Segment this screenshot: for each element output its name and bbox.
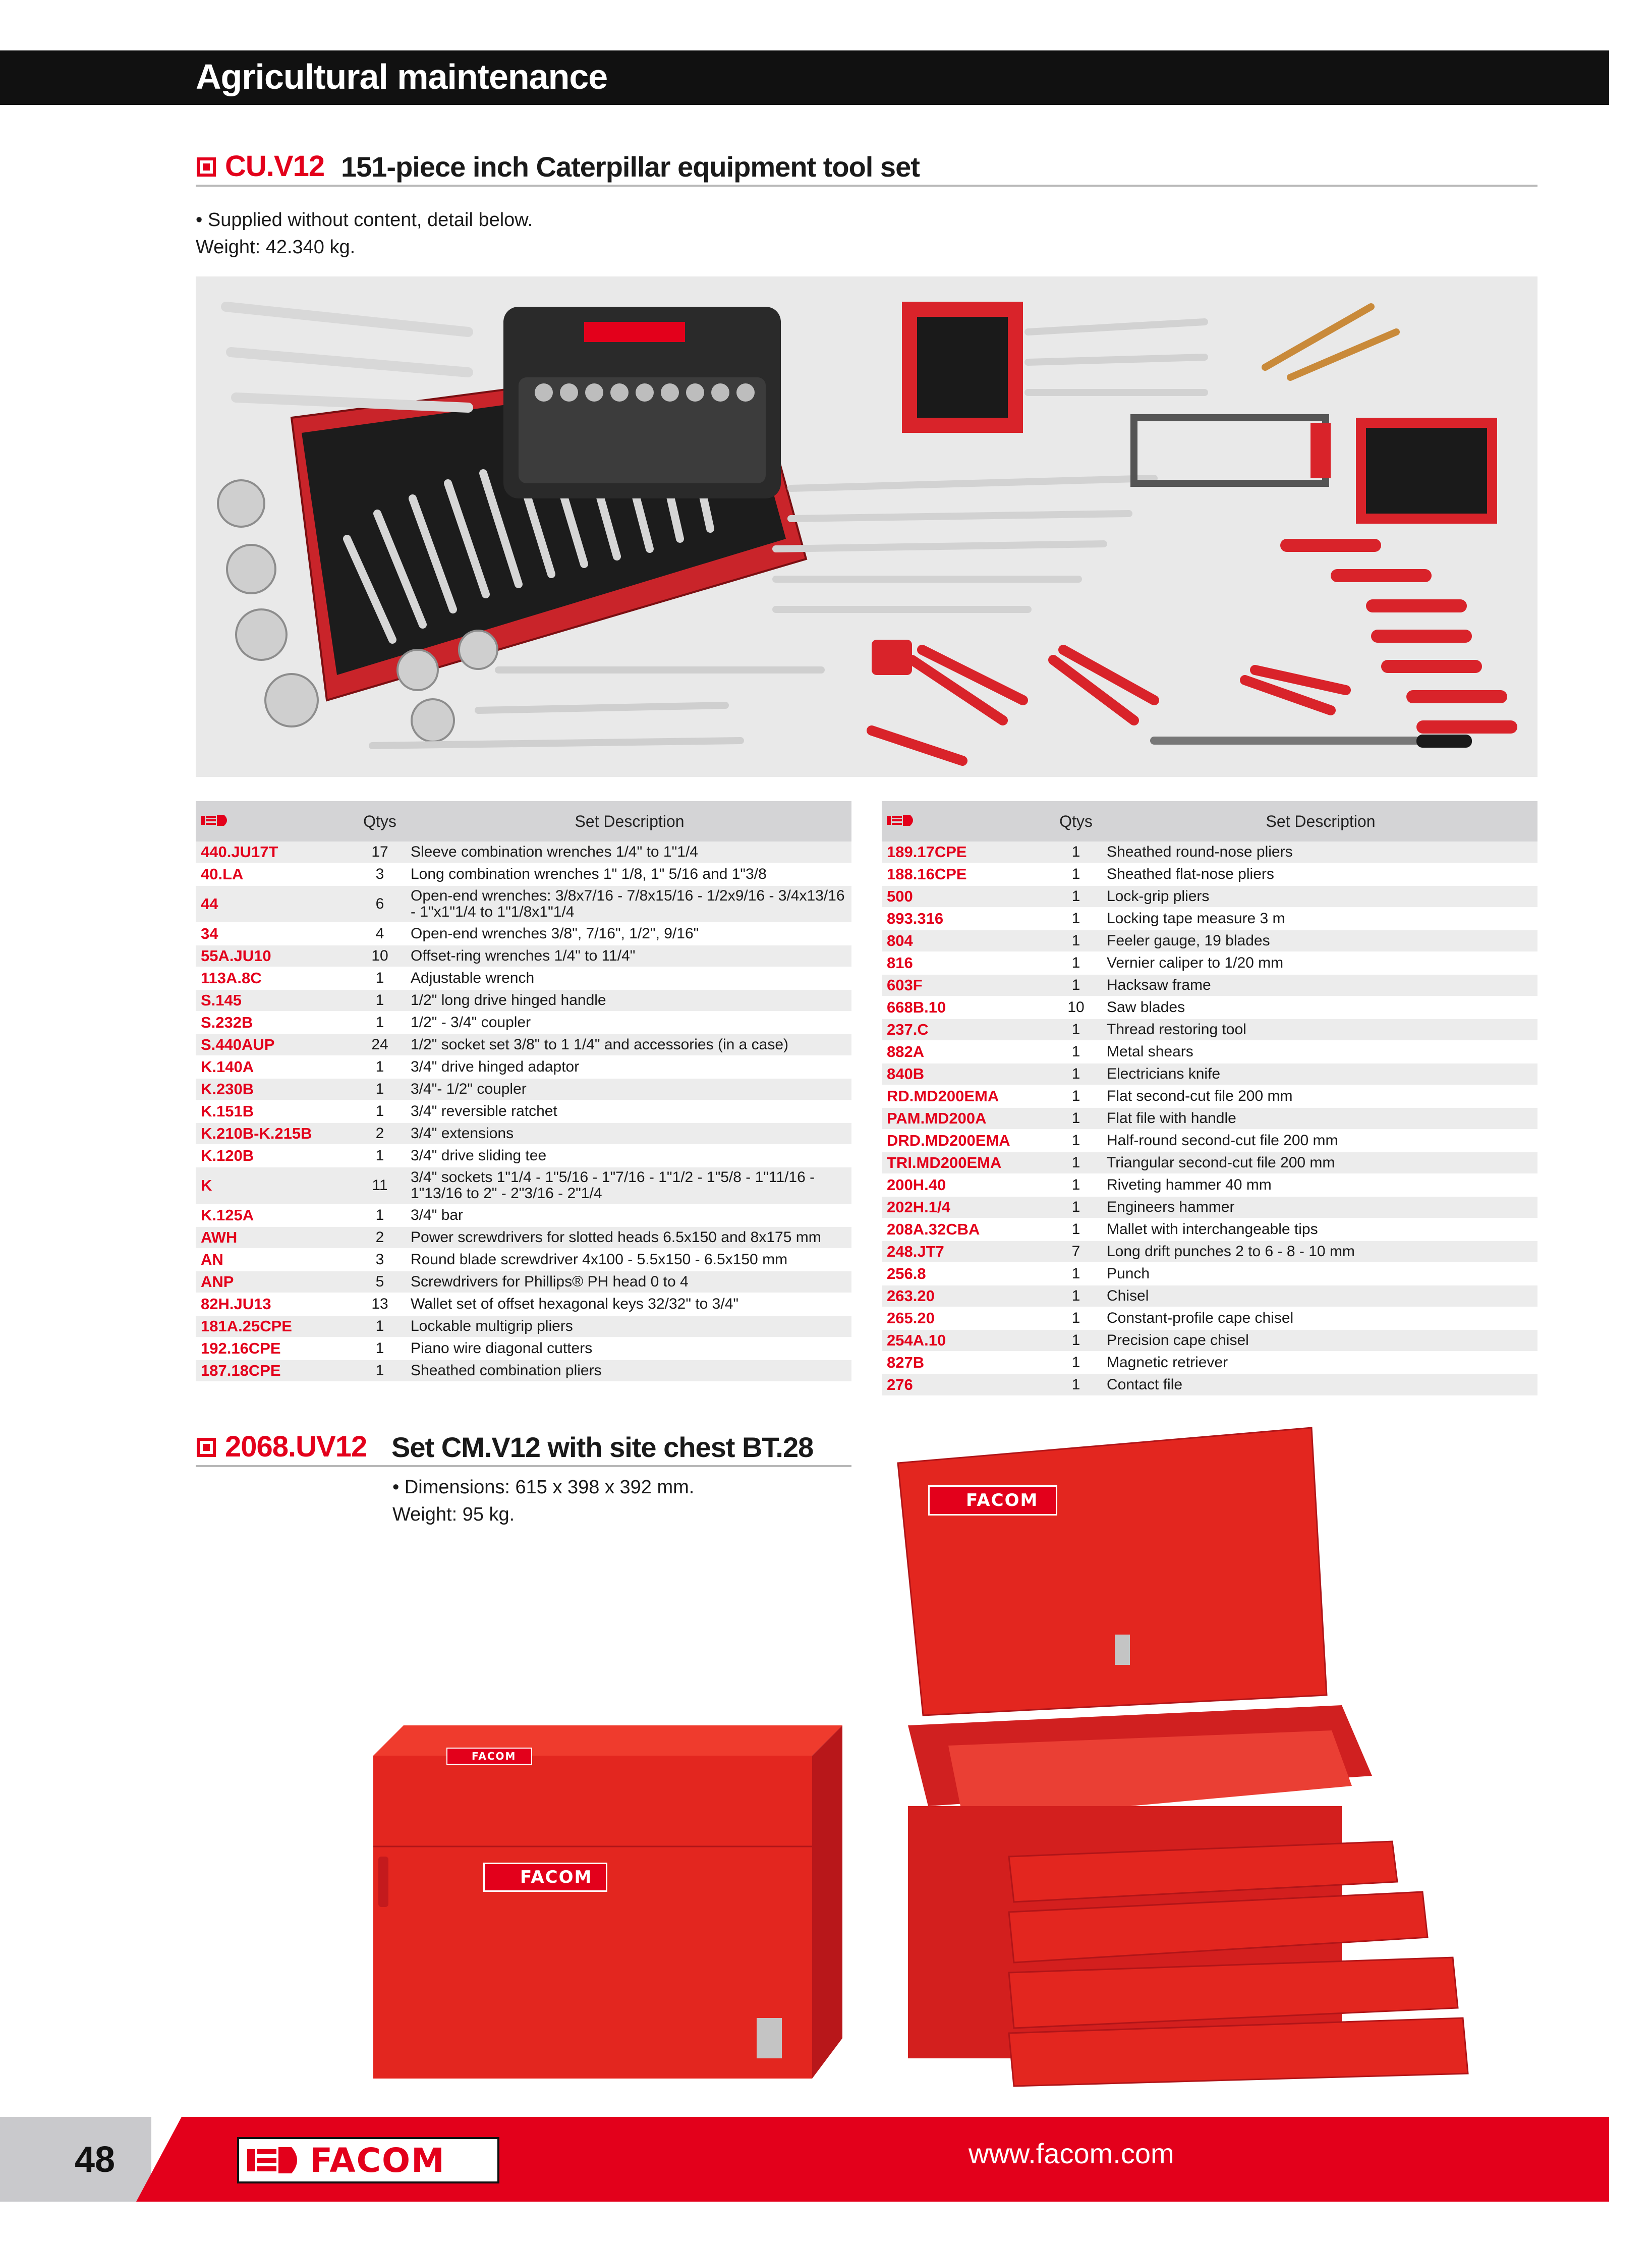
item-quantity: 2 [352,1226,408,1249]
table-row [882,1041,1537,1063]
item-reference: 187.18CPE [196,1360,352,1382]
item-reference: K.140A [196,1056,352,1078]
item-reference: K [196,1167,352,1204]
item-reference: 34 [196,923,352,945]
set-weight: Weight: 42.340 kg. [196,237,356,258]
item-reference: K.120B [196,1145,352,1167]
item-reference: 265.20 [882,1307,1048,1329]
item-quantity: 4 [352,923,408,945]
item-reference: 208A.32CBA [882,1218,1048,1241]
item-reference: 804 [882,930,1048,952]
set-name: 151-piece inch Caterpillar equipment tool set [341,151,920,183]
item-quantity: 1 [1048,1307,1104,1329]
item-reference: S.145 [196,989,352,1012]
item-reference: 603F [882,974,1048,996]
item-quantity: 1 [352,1204,408,1226]
item-quantity: 1 [1048,930,1104,952]
table-row [882,1085,1537,1107]
item-description: Engineers hammer [1104,1196,1537,1218]
item-description: 1/2" - 3/4" coupler [408,1012,851,1034]
item-description: Long combination wrenches 1" 1/8, 1" 5/16 and 1"3/8 [408,863,851,885]
item-quantity: 10 [1048,996,1104,1019]
item-description: Long drift punches 2 to 6 - 8 - 10 mm [1104,1241,1537,1263]
item-quantity: 1 [1048,1130,1104,1152]
table-row [882,1374,1537,1396]
table-row [196,1167,851,1204]
item-description: Sleeve combination wrenches 1/4" to 1"1/4 [408,842,851,863]
item-description: Adjustable wrench [408,967,851,989]
table-row [196,1078,851,1100]
item-reference: PAM.MD200A [882,1107,1048,1130]
item-quantity: 1 [352,1145,408,1167]
item-reference: RD.MD200EMA [882,1085,1048,1107]
item-quantity: 1 [1048,1263,1104,1285]
facom-logo-text: FACOM [520,1867,593,1887]
set-code: 2068.UV12 [225,1430,367,1463]
closed-tool-chest-illustration [368,1715,858,2099]
item-reference: 500 [882,885,1048,908]
item-description: Power screwdrivers for slotted heads 6.5x150 and 8x175 mm [408,1226,851,1249]
table-row [196,863,851,885]
item-reference: 248.JT7 [882,1241,1048,1263]
facom-logo [483,1863,607,1892]
item-quantity: 1 [1048,952,1104,974]
table-row [196,1360,851,1382]
table-row [196,1123,851,1145]
facom-logo [928,1485,1057,1516]
item-description: Sheathed combination pliers [408,1360,851,1382]
table-row [196,842,851,863]
item-reference: 200H.40 [882,1174,1048,1196]
item-quantity: 1 [1048,1107,1104,1130]
table-row [882,908,1537,930]
item-description: Constant-profile cape chisel [1104,1307,1537,1329]
table-row [196,1293,851,1315]
item-reference: 188.16CPE [882,863,1048,885]
item-reference: 55A.JU10 [196,945,352,967]
table-row [196,1012,851,1034]
item-quantity: 1 [1048,1285,1104,1307]
table-row [882,1019,1537,1041]
qty-column-header: Qtys [1048,801,1104,842]
table-row [196,1034,851,1056]
item-quantity: 5 [352,1271,408,1293]
item-quantity: 1 [1048,1085,1104,1107]
table-header [882,801,1537,842]
table-row [196,1056,851,1078]
item-reference: ANP [196,1271,352,1293]
item-description: Riveting hammer 40 mm [1104,1174,1537,1196]
item-description: Hacksaw frame [1104,974,1537,996]
set-code: CU.V12 [225,150,325,183]
bullet-square-icon [197,157,216,177]
table-row [196,923,851,945]
description-column-header: Set Description [408,801,851,842]
open-tool-chest-illustration [888,1423,1473,2089]
item-quantity: 2 [352,1123,408,1145]
item-quantity: 1 [352,967,408,989]
item-reference: K.230B [196,1078,352,1100]
item-description: 3/4" bar [408,1204,851,1226]
item-quantity: 1 [1048,1329,1104,1352]
item-description: Triangular second-cut file 200 mm [1104,1152,1537,1174]
table-row [196,1145,851,1167]
item-description: Magnetic retriever [1104,1352,1537,1374]
item-description: 3/4" reversible ratchet [408,1100,851,1123]
facom-logo-text: FACOM [472,1750,517,1762]
brand-logo-icon [882,801,1048,842]
item-quantity: 3 [352,863,408,885]
item-reference: K.125A [196,1204,352,1226]
open-chest-image [888,1423,1473,2089]
table-row [196,1337,851,1360]
item-description: 1/2" long drive hinged handle [408,989,851,1012]
table-row [882,885,1537,908]
item-quantity: 1 [1048,908,1104,930]
item-quantity: 1 [1048,863,1104,885]
item-description: Flat second-cut file 200 mm [1104,1085,1537,1107]
table-row [882,1107,1537,1130]
item-description: Feeler gauge, 19 blades [1104,930,1537,952]
contents-table-left [196,801,851,1382]
table-row [882,1130,1537,1152]
website-link[interactable]: www.facom.com [969,2138,1174,2169]
item-quantity: 3 [352,1249,408,1271]
item-quantity: 1 [1048,1218,1104,1241]
table-body [882,842,1537,1396]
item-description: Chisel [1104,1285,1537,1307]
item-reference: 668B.10 [882,996,1048,1019]
item-reference: 113A.8C [196,967,352,989]
brand-logo-icon [196,801,352,842]
item-quantity: 24 [352,1034,408,1056]
set-supply-note: • Supplied without content, detail below. [196,209,533,231]
table-row [882,1263,1537,1285]
table-row [882,842,1537,863]
table-row [882,930,1537,952]
tool-layout-illustration [196,276,1537,777]
item-description: Mallet with interchangeable tips [1104,1218,1537,1241]
table-row [196,1271,851,1293]
item-description: 3/4" drive hinged adaptor [408,1056,851,1078]
section-divider [196,185,1537,187]
item-description: Vernier caliper to 1/20 mm [1104,952,1537,974]
item-quantity: 1 [352,1337,408,1360]
item-reference: 893.316 [882,908,1048,930]
item-reference: 192.16CPE [196,1337,352,1360]
item-reference: 189.17CPE [882,842,1048,863]
item-description: Punch [1104,1263,1537,1285]
item-description: Round blade screwdriver 4x100 - 5.5x150 - 6.5x150 mm [408,1249,851,1271]
item-reference: AN [196,1249,352,1271]
item-description: Lock-grip pliers [1104,885,1537,908]
page-number: 48 [75,2140,116,2180]
item-quantity: 1 [1048,842,1104,863]
item-reference: 276 [882,1374,1048,1396]
item-quantity: 1 [352,1100,408,1123]
table-row [882,952,1537,974]
item-quantity: 1 [352,1315,408,1337]
item-description: 3/4"- 1/2" coupler [408,1078,851,1100]
item-reference: K.210B-K.215B [196,1123,352,1145]
item-quantity: 1 [352,1056,408,1078]
item-description: Lockable multigrip pliers [408,1315,851,1337]
item-description: Precision cape chisel [1104,1329,1537,1352]
item-reference: 263.20 [882,1285,1048,1307]
item-quantity: 1 [1048,885,1104,908]
item-reference: 827B [882,1352,1048,1374]
table-row [882,1174,1537,1196]
item-quantity: 1 [1048,1352,1104,1374]
table-row [882,1196,1537,1218]
item-quantity: 1 [1048,1174,1104,1196]
item-quantity: 11 [352,1167,408,1204]
item-reference: 882A [882,1041,1048,1063]
item-quantity: 6 [352,885,408,923]
item-quantity: 1 [1048,1019,1104,1041]
item-reference: 82H.JU13 [196,1293,352,1315]
table-row [196,1315,851,1337]
table-row [882,1241,1537,1263]
item-description: Open-end wrenches 3/8", 7/16", 1/2", 9/16" [408,923,851,945]
table-row [196,967,851,989]
table-header [196,801,851,842]
tool-set-photo [196,276,1537,777]
table-row [882,1285,1537,1307]
item-description: Wallet set of offset hexagonal keys 32/32" to 3/4" [408,1293,851,1315]
closed-chest-image [368,1715,858,2099]
item-quantity: 1 [352,1012,408,1034]
item-description: Piano wire diagonal cutters [408,1337,851,1360]
table-row [882,974,1537,996]
item-description: Screwdrivers for Phillips® PH head 0 to 4 [408,1271,851,1293]
facom-footer-logo [237,2137,499,2183]
item-quantity: 1 [352,1078,408,1100]
section-divider [196,1465,851,1467]
item-quantity: 1 [1048,1063,1104,1085]
item-quantity: 1 [352,989,408,1012]
table-row [882,1307,1537,1329]
item-quantity: 10 [352,945,408,967]
item-reference: 816 [882,952,1048,974]
table-row [196,1249,851,1271]
item-description: Saw blades [1104,996,1537,1019]
item-reference: 440.JU17T [196,842,352,863]
item-reference: TRI.MD200EMA [882,1152,1048,1174]
item-description: Electricians knife [1104,1063,1537,1085]
description-column-header: Set Description [1104,801,1537,842]
item-quantity: 1 [1048,1152,1104,1174]
item-quantity: 1 [1048,1041,1104,1063]
table-row [882,1352,1537,1374]
table-row [882,1152,1537,1174]
table-row [196,1226,851,1249]
contents-table-right [882,801,1537,1396]
table-row [882,863,1537,885]
item-reference: 254A.10 [882,1329,1048,1352]
item-reference: S.440AUP [196,1034,352,1056]
item-reference: S.232B [196,1012,352,1034]
item-quantity: 1 [352,1360,408,1382]
facom-logo-text: FACOM [966,1490,1039,1510]
item-description: 3/4" drive sliding tee [408,1145,851,1167]
set-name: Set CM.V12 with site chest BT.28 [391,1431,814,1463]
item-quantity: 1 [1048,974,1104,996]
facom-arrow-icon [887,814,917,827]
page-title: Agricultural maintenance [196,57,608,96]
item-description: Half-round second-cut file 200 mm [1104,1130,1537,1152]
item-description: Metal shears [1104,1041,1537,1063]
table-row [196,989,851,1012]
item-quantity: 1 [1048,1196,1104,1218]
item-description: Thread restoring tool [1104,1019,1537,1041]
bullet-square-icon [197,1438,216,1457]
item-description: Open-end wrenches: 3/8x7/16 - 7/8x15/16 - 1/2x9/16 - 3/4x13/16 - 1"x1"1/4 to 1"1/8x1"1/4 [408,885,851,923]
item-quantity: 1 [1048,1374,1104,1396]
qty-column-header: Qtys [352,801,408,842]
table-row [882,1329,1537,1352]
table-body [196,842,851,1382]
chest-weight: Weight: 95 kg. [392,1504,515,1525]
item-reference: DRD.MD200EMA [882,1130,1048,1152]
table-row [196,1100,851,1123]
item-reference: 256.8 [882,1263,1048,1285]
item-reference: 237.C [882,1019,1048,1041]
item-reference: 202H.1/4 [882,1196,1048,1218]
table-row [882,1063,1537,1085]
item-description: Sheathed flat-nose pliers [1104,863,1537,885]
item-description: Flat file with handle [1104,1107,1537,1130]
item-description: 3/4" extensions [408,1123,851,1145]
item-reference: K.151B [196,1100,352,1123]
facom-arrow-icon [201,814,231,827]
table-row [196,945,851,967]
table-row [196,1204,851,1226]
item-reference: 181A.25CPE [196,1315,352,1337]
item-description: 1/2" socket set 3/8" to 1 1/4" and accessories (in a case) [408,1034,851,1056]
item-description: 3/4" sockets 1"1/4 - 1"5/16 - 1"7/16 - 1"1/2 - 1"5/8 - 1"11/16 - 1"13/16 to 2" - 2"3/16 - 2"1/4 [408,1167,851,1204]
item-description: Sheathed round-nose pliers [1104,842,1537,863]
item-reference: 44 [196,885,352,923]
facom-logo-text: FACOM [310,2141,445,2180]
item-reference: 40.LA [196,863,352,885]
table-row [882,996,1537,1019]
facom-arrow-icon [247,2145,303,2175]
item-quantity: 7 [1048,1241,1104,1263]
item-quantity: 17 [352,842,408,863]
item-reference: 840B [882,1063,1048,1085]
item-quantity: 13 [352,1293,408,1315]
table-row [882,1218,1537,1241]
item-description: Contact file [1104,1374,1537,1396]
facom-logo-small [446,1748,532,1765]
chest-dimensions: • Dimensions: 615 x 398 x 392 mm. [392,1477,695,1498]
item-description: Locking tape measure 3 m [1104,908,1537,930]
item-description: Offset-ring wrenches 1/4" to 11/4" [408,945,851,967]
table-row [196,885,851,923]
item-reference: AWH [196,1226,352,1249]
